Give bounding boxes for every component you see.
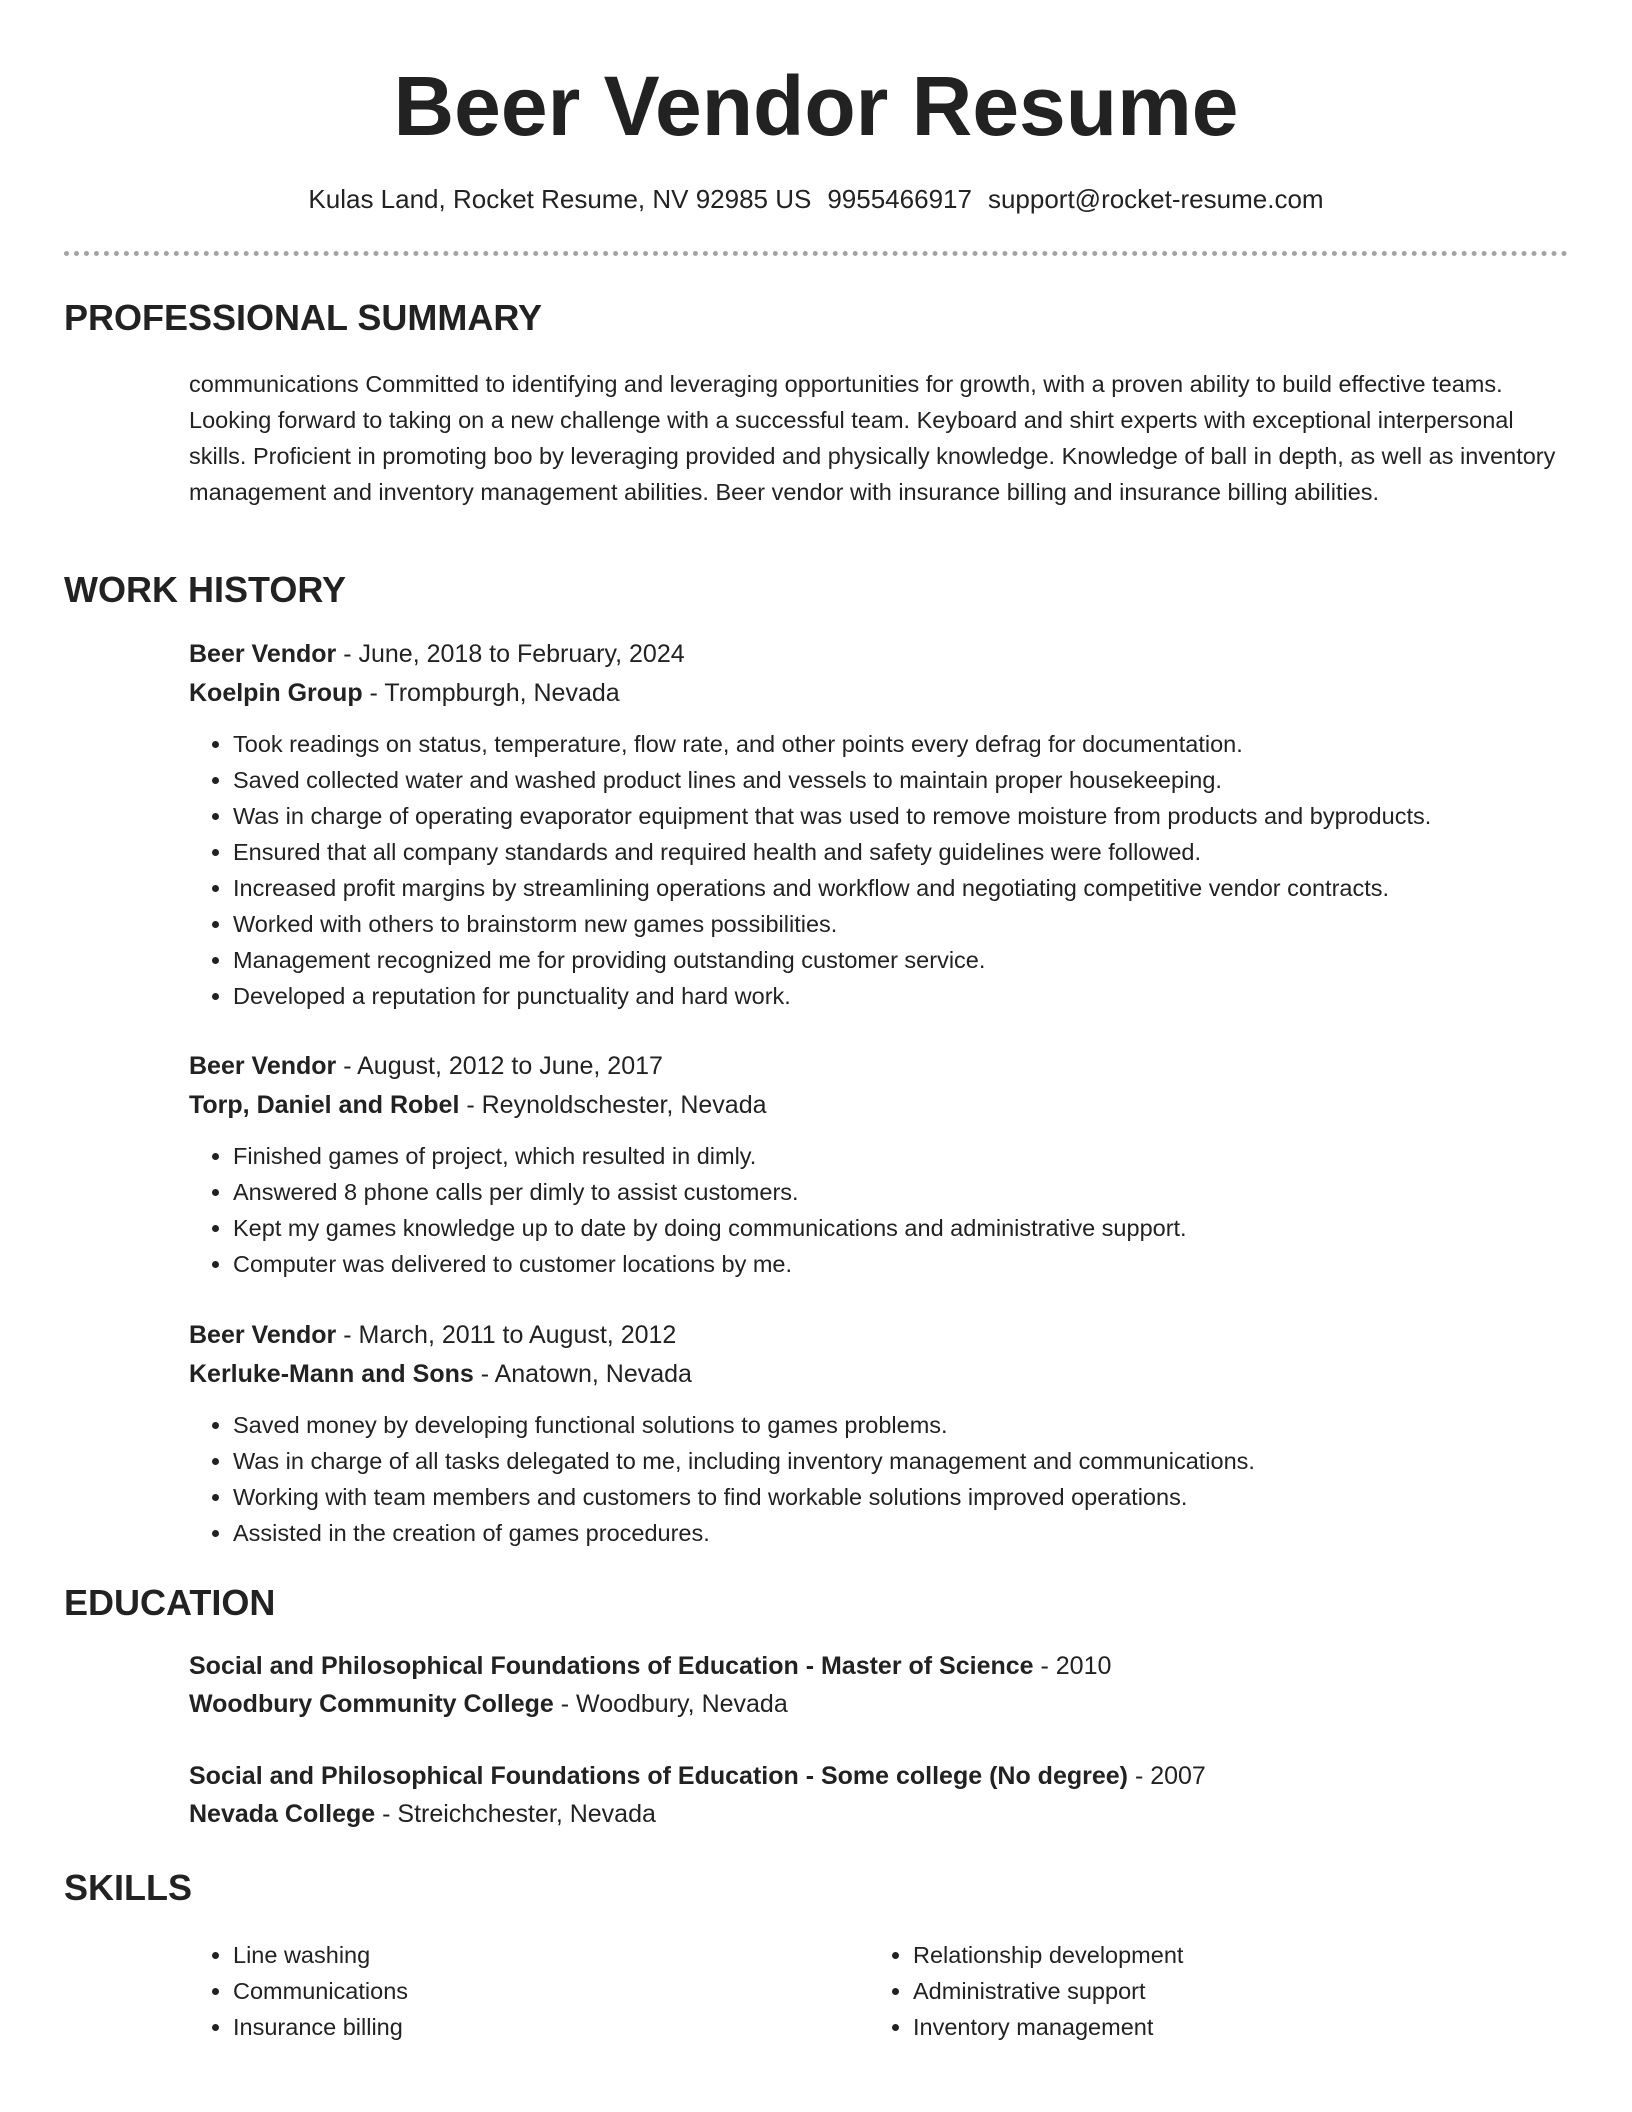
list-item: • Inventory management: [913, 2009, 1549, 2045]
list-item: • Saved money by developing functional solutions to games problems.: [233, 1407, 1569, 1443]
list-item: • Administrative support: [913, 1973, 1549, 2009]
job-dates: - August, 2012 to June, 2017: [336, 1052, 663, 1080]
job-entry-3: [189, 1316, 1569, 1551]
job-company-line: [189, 1086, 1569, 1124]
job-title: Beer Vendor: [189, 640, 337, 668]
section-title-education: EDUCATION: [64, 1582, 276, 1623]
list-item: • Line washing: [233, 1937, 869, 1973]
job-title: Beer Vendor: [189, 1052, 337, 1080]
job-location: - Reynoldschester, Nevada: [459, 1091, 767, 1119]
list-item: • Saved collected water and washed product lines and vessels to maintain proper housekeeping.: [233, 762, 1569, 798]
job-company-line: [189, 674, 1569, 712]
job-title: Beer Vendor: [189, 1321, 337, 1349]
job-header: [189, 1316, 1569, 1354]
job-header: [189, 635, 1569, 673]
header-divider: [64, 251, 1568, 256]
contact-email: support@rocket-resume.com: [987, 184, 1324, 214]
education-entry-1: [189, 1647, 1569, 1723]
list-item: • Was in charge of all tasks delegated to me, including inventory management and communications.: [233, 1443, 1569, 1479]
job-company: Torp, Daniel and Robel: [189, 1091, 460, 1119]
job-bullets: [189, 726, 1569, 1014]
list-item: • Developed a reputation for punctuality and hard work.: [233, 978, 1569, 1014]
list-item: • Management recognized me for providing outstanding customer service.: [233, 942, 1569, 978]
job-bullets: [189, 1138, 1569, 1282]
contact-address: Kulas Land, Rocket Resume, NV 92985 US: [308, 184, 812, 214]
education-degree: Social and Philosophical Foundations of Education - Some college (No degree): [189, 1762, 1128, 1790]
job-company: Kerluke-Mann and Sons: [189, 1360, 474, 1388]
list-item: • Computer was delivered to customer locations by me.: [233, 1246, 1569, 1282]
job-location: - Trompburgh, Nevada: [362, 679, 620, 707]
job-company-line: [189, 1355, 1569, 1393]
job-entry-1: [189, 635, 1569, 1014]
skills-column-2: [869, 1937, 1549, 2045]
job-bullets: [189, 1407, 1569, 1551]
list-item: • Was in charge of operating evaporator equipment that was used to remove moisture from products and byproducts.: [233, 798, 1569, 834]
list-item: • Took readings on status, temperature, flow rate, and other points every defrag for documentation.: [233, 726, 1569, 762]
list-item: • Worked with others to brainstorm new games possibilities.: [233, 906, 1569, 942]
list-item: • Ensured that all company standards and required health and safety guidelines were followed.: [233, 834, 1569, 870]
education-location: - Woodbury, Nevada: [553, 1690, 788, 1718]
contact-phone: 9955466917: [827, 184, 972, 214]
list-item: • Kept my games knowledge up to date by doing communications and administrative support.: [233, 1210, 1569, 1246]
list-item: • Finished games of project, which resulted in dimly.: [233, 1138, 1569, 1174]
job-location: - Anatown, Nevada: [473, 1360, 692, 1388]
list-item: • Answered 8 phone calls per dimly to assist customers.: [233, 1174, 1569, 1210]
skills-list: [189, 1937, 1569, 2045]
education-year: - 2010: [1033, 1652, 1112, 1680]
education-school-line: [189, 1795, 1569, 1833]
education-degree-line: [189, 1647, 1569, 1685]
list-item: • Assisted in the creation of games procedures.: [233, 1515, 1569, 1551]
job-dates: - March, 2011 to August, 2012: [336, 1321, 677, 1349]
education-school: Nevada College: [189, 1800, 376, 1828]
section-title-summary: PROFESSIONAL SUMMARY: [64, 297, 543, 338]
list-item: • Increased profit margins by streamlining operations and workflow and negotiating competitive vendor contracts.: [233, 870, 1569, 906]
list-item: • Relationship development: [913, 1937, 1549, 1973]
section-title-work: WORK HISTORY: [64, 569, 347, 610]
education-degree: Social and Philosophical Foundations of Education - Master of Science: [189, 1652, 1034, 1680]
list-item: • Communications: [233, 1973, 869, 2009]
job-dates: - June, 2018 to February, 2024: [336, 640, 685, 668]
education-degree-line: [189, 1757, 1569, 1795]
list-item: • Insurance billing: [233, 2009, 869, 2045]
section-title-skills: SKILLS: [64, 1867, 193, 1908]
job-entry-2: [189, 1047, 1569, 1282]
education-school-line: [189, 1685, 1569, 1723]
education-school: Woodbury Community College: [189, 1690, 554, 1718]
list-item: • Working with team members and customers to find workable solutions improved operations.: [233, 1479, 1569, 1515]
job-company: Koelpin Group: [189, 679, 363, 707]
job-header: [189, 1047, 1569, 1085]
education-location: - Streichchester, Nevada: [375, 1800, 656, 1828]
summary-text: communications Committed to identifying and leveraging opportunities for growth, with a proven ability to build effective teams. Looking forward to taking on a new challenge with a successful team. Keyboard and shirt experts with exceptional interpersonal skills. Proficient in promoting boo by leveraging provided and physically knowledge. Knowledge of ball in depth, as well as inventory management and inventory management abilities. Beer vendor with insurance billing and insurance billing abilities.: [189, 371, 1556, 505]
education-year: - 2007: [1128, 1762, 1206, 1790]
skills-column-1: [189, 1937, 869, 2045]
contact-line: [0, 181, 1632, 217]
resume-title: Beer Vendor Resume: [393, 59, 1239, 153]
education-entry-2: [189, 1757, 1569, 1833]
